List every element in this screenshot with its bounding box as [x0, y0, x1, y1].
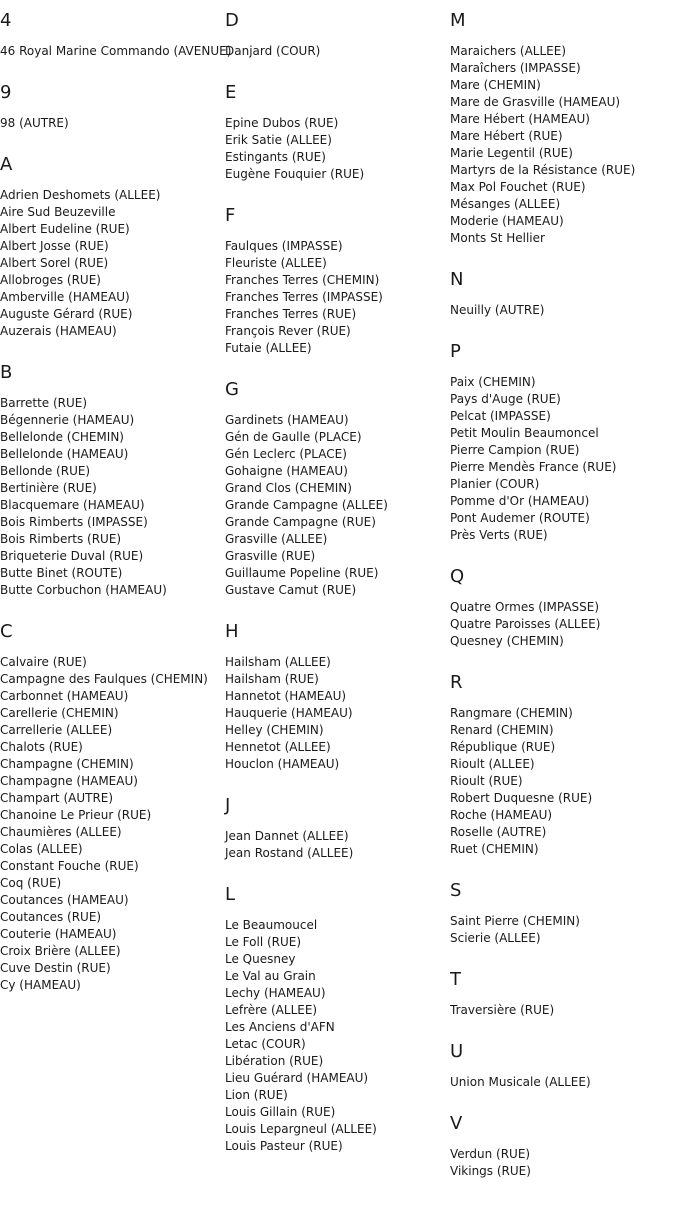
letter-section — [225, 82, 450, 183]
letter-section — [450, 1113, 675, 1180]
letter-section — [225, 621, 450, 773]
letter-heading: R — [450, 672, 463, 693]
street-item[interactable]: Eugène Fouquier (RUE) — [225, 167, 365, 181]
street-item[interactable]: 98 (AUTRE) — [0, 116, 69, 130]
street-item[interactable]: Neuilly (AUTRE) — [450, 303, 545, 317]
street-item[interactable]: Verdun (RUE) — [450, 1147, 531, 1161]
letter-section — [450, 969, 675, 1019]
letter-heading: F — [225, 205, 236, 226]
street-item[interactable]: Coutances (RUE) — [0, 910, 102, 924]
street-item[interactable]: Carbonnet (HAMEAU) — [0, 689, 129, 703]
street-item[interactable]: Moderie (HAMEAU) — [450, 214, 564, 228]
street-item[interactable]: Gohaigne (HAMEAU) — [225, 464, 348, 478]
street-item[interactable]: Cy (HAMEAU) — [0, 978, 81, 992]
street-item[interactable]: Les Anciens d'AFN — [225, 1020, 335, 1034]
street-item[interactable]: Mare (CHEMIN) — [450, 78, 541, 92]
street-item[interactable]: Champagne (CHEMIN) — [0, 757, 134, 771]
street-item[interactable]: Maraichers (ALLEE) — [450, 44, 567, 58]
street-item[interactable]: Couterie (HAMEAU) — [0, 927, 117, 941]
street-column-3 — [450, 0, 675, 1180]
letter-section — [450, 1041, 675, 1091]
street-item[interactable]: Louis Gillain (RUE) — [225, 1105, 336, 1119]
letter-heading: 4 — [0, 10, 12, 31]
street-item[interactable]: Franches Terres (IMPASSE) — [225, 290, 383, 304]
street-item[interactable]: Estingants (RUE) — [225, 150, 326, 164]
street-item[interactable]: Erik Satie (ALLEE) — [225, 133, 332, 147]
street-item[interactable]: Pont Audemer (ROUTE) — [450, 511, 590, 525]
street-list — [225, 654, 450, 773]
street-item[interactable]: Quatre Ormes (IMPASSE) — [450, 600, 600, 614]
street-item[interactable]: Bégennerie (HAMEAU) — [0, 413, 135, 427]
letter-heading: A — [0, 154, 13, 175]
street-item[interactable]: Mare Hébert (HAMEAU) — [450, 112, 590, 126]
letter-heading: P — [450, 341, 461, 362]
letter-heading: V — [450, 1113, 463, 1134]
street-item[interactable]: Chalots (RUE) — [0, 740, 83, 754]
street-item[interactable]: Petit Moulin Beaumoncel — [450, 426, 599, 440]
street-list — [450, 1146, 675, 1180]
street-item[interactable]: Grasville (RUE) — [225, 549, 316, 563]
street-item[interactable]: Le Val au Grain — [225, 969, 316, 983]
street-item[interactable]: Pomme d'Or (HAMEAU) — [450, 494, 590, 508]
street-item[interactable]: Barrette (RUE) — [0, 396, 88, 410]
street-item[interactable]: République (RUE) — [450, 740, 556, 754]
street-item[interactable]: Albert Josse (RUE) — [0, 239, 109, 253]
street-item[interactable]: Louis Lepargneul (ALLEE) — [225, 1122, 377, 1136]
street-list — [450, 599, 675, 650]
street-item[interactable]: Chanoine Le Prieur (RUE) — [0, 808, 152, 822]
street-item[interactable]: Auguste Gérard (RUE) — [0, 307, 133, 321]
street-item[interactable]: Jean Dannet (ALLEE) — [225, 829, 349, 843]
street-list — [0, 654, 225, 994]
street-item[interactable]: Hennetot (ALLEE) — [225, 740, 331, 754]
street-item[interactable]: Rioult (ALLEE) — [450, 757, 535, 771]
street-item[interactable]: Calvaire (RUE) — [0, 655, 87, 669]
letter-heading: G — [225, 379, 239, 400]
letter-section — [0, 621, 225, 994]
street-item[interactable]: Pelcat (IMPASSE) — [450, 409, 551, 423]
street-item[interactable]: Vikings (RUE) — [450, 1164, 531, 1178]
letter-section — [225, 205, 450, 357]
street-item[interactable]: Roche (HAMEAU) — [450, 808, 553, 822]
letter-section — [450, 672, 675, 858]
street-item[interactable]: Albert Eudeline (RUE) — [0, 222, 130, 236]
street-item[interactable]: Hauquerie (HAMEAU) — [225, 706, 353, 720]
street-item[interactable]: Adrien Deshomets (ALLEE) — [0, 188, 161, 202]
street-item[interactable]: Danjard (COUR) — [225, 44, 321, 58]
street-item[interactable]: Libération (RUE) — [225, 1054, 324, 1068]
letter-section — [450, 341, 675, 544]
letter-section — [0, 154, 225, 340]
street-item[interactable]: Futaie (ALLEE) — [225, 341, 312, 355]
street-item[interactable]: Rioult (RUE) — [450, 774, 523, 788]
street-item[interactable]: Marie Legentil (RUE) — [450, 146, 573, 160]
street-column-2 — [225, 0, 450, 1155]
street-item[interactable]: Helley (CHEMIN) — [225, 723, 324, 737]
street-item[interactable]: Louis Pasteur (RUE) — [225, 1139, 343, 1153]
street-item[interactable]: Allobroges (RUE) — [0, 273, 101, 287]
street-item[interactable]: Gardinets (HAMEAU) — [225, 413, 349, 427]
street-item[interactable]: Coutances (HAMEAU) — [0, 893, 129, 907]
street-item[interactable]: Mare Hébert (RUE) — [450, 129, 563, 143]
street-item[interactable]: Mésanges (ALLEE) — [450, 197, 561, 211]
street-item[interactable]: Grande Campagne (ALLEE) — [225, 498, 388, 512]
letter-section — [450, 269, 675, 319]
letter-heading: S — [450, 880, 462, 901]
street-item[interactable]: Paix (CHEMIN) — [450, 375, 536, 389]
letter-heading: N — [450, 269, 464, 290]
street-item[interactable]: Cuve Destin (RUE) — [0, 961, 111, 975]
street-list — [225, 828, 450, 862]
street-item[interactable]: Hailsham (ALLEE) — [225, 655, 331, 669]
street-item[interactable]: Gén Leclerc (PLACE) — [225, 447, 347, 461]
street-item[interactable]: Mare de Grasville (HAMEAU) — [450, 95, 621, 109]
street-list — [0, 187, 225, 340]
letter-section — [0, 362, 225, 599]
street-list — [450, 1074, 675, 1091]
letter-section — [225, 379, 450, 599]
street-item[interactable]: Faulques (IMPASSE) — [225, 239, 343, 253]
street-item[interactable]: Aire Sud Beuzeville — [0, 205, 116, 219]
street-list — [0, 115, 225, 132]
street-list — [450, 43, 675, 247]
letter-heading: H — [225, 621, 239, 642]
street-item[interactable]: Grande Campagne (RUE) — [225, 515, 376, 529]
letter-heading: E — [225, 82, 237, 103]
street-list — [450, 374, 675, 544]
letter-section — [225, 10, 450, 60]
street-item[interactable]: Max Pol Fouchet (RUE) — [450, 180, 586, 194]
street-item[interactable]: Maraîchers (IMPASSE) — [450, 61, 581, 75]
letter-heading: L — [225, 884, 236, 905]
street-item[interactable]: Bois Rimberts (RUE) — [0, 532, 122, 546]
street-list — [450, 913, 675, 947]
street-item[interactable]: Union Musicale (ALLEE) — [450, 1075, 591, 1089]
street-list — [225, 238, 450, 357]
street-item[interactable]: Epine Dubos (RUE) — [225, 116, 339, 130]
street-item[interactable]: Saint Pierre (CHEMIN) — [450, 914, 580, 928]
street-item[interactable]: Grand Clos (CHEMIN) — [225, 481, 352, 495]
street-item[interactable]: Scierie (ALLEE) — [450, 931, 541, 945]
street-item[interactable]: Le Foll (RUE) — [225, 935, 302, 949]
street-item[interactable]: Houclon (HAMEAU) — [225, 757, 340, 771]
street-item[interactable]: Amberville (HAMEAU) — [0, 290, 130, 304]
street-item[interactable]: Rangmare (CHEMIN) — [450, 706, 573, 720]
street-item[interactable]: Bellelonde (CHEMIN) — [0, 430, 124, 444]
street-list — [0, 43, 232, 60]
street-item[interactable]: Chaumières (ALLEE) — [0, 825, 122, 839]
street-item[interactable]: Lion (RUE) — [225, 1088, 288, 1102]
letter-heading: J — [225, 795, 231, 816]
letter-section — [225, 884, 450, 1155]
street-item[interactable]: Planier (COUR) — [450, 477, 540, 491]
letter-section — [0, 82, 225, 132]
letter-section — [0, 10, 232, 60]
street-item[interactable]: Martyrs de la Résistance (RUE) — [450, 163, 636, 177]
street-item[interactable]: Franches Terres (CHEMIN) — [225, 273, 380, 287]
letter-section — [450, 10, 675, 247]
street-item[interactable]: Butte Corbuchon (HAMEAU) — [0, 583, 167, 597]
letter-heading: D — [225, 10, 239, 31]
street-item[interactable]: Bertinière (RUE) — [0, 481, 97, 495]
street-item[interactable]: Franches Terres (RUE) — [225, 307, 357, 321]
street-item[interactable]: Campagne des Faulques (CHEMIN) — [0, 672, 208, 686]
street-item[interactable]: Bellelonde (HAMEAU) — [0, 447, 129, 461]
street-item[interactable]: Letac (COUR) — [225, 1037, 306, 1051]
street-item[interactable]: Ruet (CHEMIN) — [450, 842, 539, 856]
street-list — [0, 395, 225, 599]
street-item[interactable]: Hailsham (RUE) — [225, 672, 319, 686]
street-item[interactable]: Croix Brière (ALLEE) — [0, 944, 121, 958]
letter-heading: C — [0, 621, 13, 642]
street-item[interactable]: Coq (RUE) — [0, 876, 62, 890]
street-item[interactable]: Près Verts (RUE) — [450, 528, 548, 542]
street-item[interactable]: Bellonde (RUE) — [0, 464, 91, 478]
letter-heading: 9 — [0, 82, 12, 103]
street-item[interactable]: Champagne (HAMEAU) — [0, 774, 138, 788]
street-item[interactable]: Le Beaumoucel — [225, 918, 318, 932]
street-list — [450, 705, 675, 858]
street-list — [225, 917, 450, 1155]
street-item[interactable]: Pierre Campion (RUE) — [450, 443, 580, 457]
street-item[interactable]: Lefrère (ALLEE) — [225, 1003, 318, 1017]
street-item[interactable]: Auzerais (HAMEAU) — [0, 324, 117, 338]
street-item[interactable]: 46 Royal Marine Commando (AVENUE) — [0, 44, 232, 58]
street-item[interactable]: Carrellerie (ALLEE) — [0, 723, 113, 737]
street-item[interactable]: Lechy (HAMEAU) — [225, 986, 326, 1000]
street-item[interactable]: Constant Fouche (RUE) — [0, 859, 139, 873]
street-item[interactable]: Blacquemare (HAMEAU) — [0, 498, 145, 512]
letter-section — [225, 795, 450, 862]
street-item[interactable]: Briqueterie Duval (RUE) — [0, 549, 144, 563]
street-item[interactable]: Traversière (RUE) — [450, 1003, 555, 1017]
letter-heading: M — [450, 10, 466, 31]
street-item[interactable]: Renard (CHEMIN) — [450, 723, 554, 737]
street-list — [225, 115, 450, 183]
street-item[interactable]: François Rever (RUE) — [225, 324, 351, 338]
letter-heading: T — [450, 969, 461, 990]
street-item[interactable]: Butte Binet (ROUTE) — [0, 566, 123, 580]
street-list — [225, 412, 450, 599]
letter-heading: Q — [450, 566, 465, 587]
street-list — [450, 302, 675, 319]
street-list — [225, 43, 450, 60]
street-item[interactable]: Guillaume Popeline (RUE) — [225, 566, 379, 580]
letter-section — [450, 566, 675, 650]
street-list — [450, 1002, 675, 1019]
street-item[interactable]: Gustave Camut (RUE) — [225, 583, 357, 597]
street-item[interactable]: Pays d'Auge (RUE) — [450, 392, 561, 406]
letter-heading: U — [450, 1041, 464, 1062]
street-item[interactable]: Pierre Mendès France (RUE) — [450, 460, 617, 474]
street-item[interactable]: Champart (AUTRE) — [0, 791, 114, 805]
street-column-1 — [0, 0, 232, 994]
street-item[interactable]: Roselle (AUTRE) — [450, 825, 547, 839]
letter-section — [450, 880, 675, 947]
street-item[interactable]: Jean Rostand (ALLEE) — [225, 846, 354, 860]
street-item[interactable]: Robert Duquesne (RUE) — [450, 791, 593, 805]
street-item[interactable]: Quesney (CHEMIN) — [450, 634, 564, 648]
street-item[interactable]: Lieu Guérard (HAMEAU) — [225, 1071, 369, 1085]
street-item[interactable]: Gén de Gaulle (PLACE) — [225, 430, 362, 444]
street-item[interactable]: Grasville (ALLEE) — [225, 532, 328, 546]
letter-heading: B — [0, 362, 13, 383]
street-item[interactable]: Colas (ALLEE) — [0, 842, 83, 856]
street-item[interactable]: Quatre Paroisses (ALLEE) — [450, 617, 601, 631]
street-item[interactable]: Monts St Hellier — [450, 231, 545, 245]
street-item[interactable]: Carellerie (CHEMIN) — [0, 706, 119, 720]
street-item[interactable]: Albert Sorel (RUE) — [0, 256, 109, 270]
street-item[interactable]: Hannetot (HAMEAU) — [225, 689, 347, 703]
street-item[interactable]: Bois Rimberts (IMPASSE) — [0, 515, 148, 529]
street-item[interactable]: Fleuriste (ALLEE) — [225, 256, 327, 270]
street-item[interactable]: Le Quesney — [225, 952, 296, 966]
